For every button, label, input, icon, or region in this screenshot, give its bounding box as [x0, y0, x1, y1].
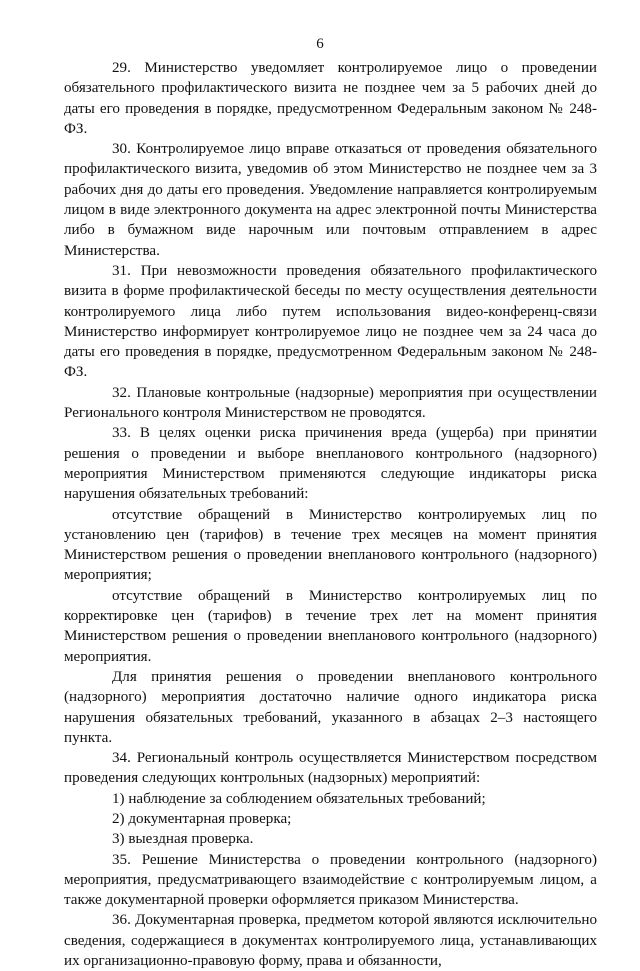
list-item-observation: 1) наблюдение за соблюдением обязательных требований; — [112, 790, 486, 807]
paragraph-29: 29. Министерство уведомляет контролируемое лицо о проведении обязательного профилактического визита не позднее чем за 5 рабочих дней до даты его проведения в порядке, предусмотренном Федеральным законом № 248-ФЗ. — [64, 60, 597, 137]
paragraph-33: 33. В целях оценки риска причинения вреда (ущерба) при принятии решения о проведении и выборе внепланового контрольного (надзорного) мероприятия Министерством применяются следующие индикаторы риска нарушения обязательных требований: — [64, 425, 597, 503]
paragraph-34: 34. Региональный контроль осуществляется Министерством посредством проведения следующих контрольных (надзорных) мероприятий: — [64, 750, 597, 787]
paragraph-36: 36. Документарная проверка, предметом которой являются исключительно сведения, содержащиеся в документах контролируемого лица, устанавливающих их организационно-правовую форму, права и обязанности, — [64, 912, 597, 970]
paragraph-31: 31. При невозможности проведения обязательного профилактического визита в форме профилактической беседы по месту осуществления деятельности контролируемого лица либо путем использования видео-конференц-связи Министерство информирует контролируемое лицо не позднее чем за 24 часа до даты его проведения в порядке, предусмотренном Федеральным законом № 248-ФЗ. — [64, 262, 597, 381]
paragraph-32: 32. Плановые контрольные (надзорные) мероприятия при осуществлении Регионального контроля Министерством не проводятся. — [64, 384, 597, 422]
risk-indicator-2: отсутствие обращений в Министерство контролируемых лиц по корректировке цен (тарифов) в течение трех лет на момент принятия Министерством решения о проведении внепланового контрольного (надзорного) мероприятия. — [64, 587, 597, 665]
paragraph-33-note: Для принятия решения о проведении внепланового контрольного (надзорного) мероприятия достаточно наличие одного индикатора риска нарушения обязательных требований, указанного в абзацах 2–3 настоящего пункта. — [64, 668, 597, 746]
risk-indicator-1: отсутствие обращений в Министерство контролируемых лиц по установлению цен (тарифов) в течение трех месяцев на момент принятия Министерством решения о проведении внепланового контрольного (надзорного) мероприятия; — [64, 506, 597, 584]
paragraph-30: 30. Контролируемое лицо вправе отказаться от проведения обязательного профилактического визита, уведомив об этом Министерство не позднее чем за 3 рабочих дня до даты его проведения. Уведомление направляется контролируемым лицом в виде электронного документа на адрес электронной почты Министерства либо в бумажном виде нарочным или почтовым отправлением в адрес Министерства. — [64, 141, 597, 259]
document-body — [64, 58, 597, 971]
list-item-document-check: 2) документарная проверка; — [112, 810, 292, 827]
paragraph-35: 35. Решение Министерства о проведении контрольного (надзорного) мероприятия, предусматривающего взаимодействие с контролируемым лицом, а также документарной проверки оформляется приказом Министерства. — [64, 851, 597, 909]
list-item-onsite-check: 3) выездная проверка. — [112, 831, 254, 848]
page-number: 6 — [316, 36, 324, 52]
